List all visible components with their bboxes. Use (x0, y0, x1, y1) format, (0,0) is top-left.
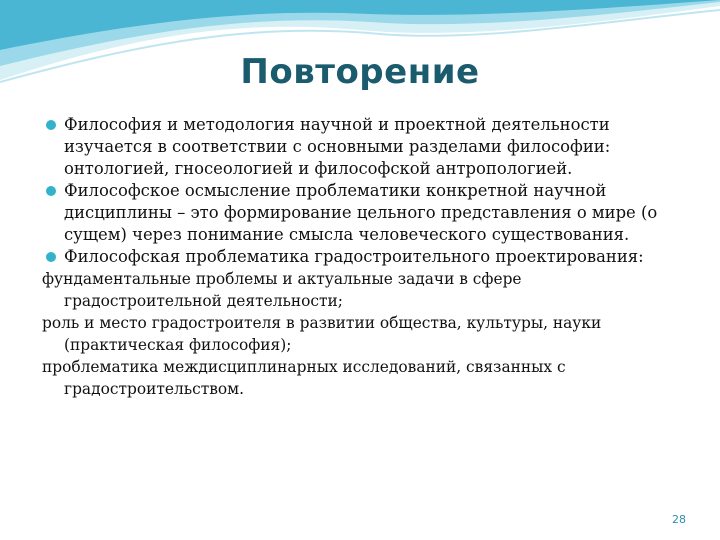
bullet-item (42, 114, 682, 180)
page-number: 28 (672, 513, 686, 526)
bullet-item (42, 180, 682, 246)
sub-item: фундаментальные проблемы и актуальные задачи в сфере градостроительной деятельности; (42, 270, 522, 310)
bullet-text: Философская проблематика градостроительного проектирования: (64, 247, 644, 266)
bullet-dot-icon (46, 252, 56, 262)
sub-item: роль и место градостроителя в развитии общества, культуры, науки (практическая философия); (42, 314, 602, 354)
bullet-item (42, 246, 682, 268)
slide-content (42, 114, 682, 400)
sub-item: проблематика междисциплинарных исследований, связанных с градостроительством. (42, 358, 566, 398)
slide-title: Повторение (240, 52, 480, 92)
bullet-text: Философское осмысление проблематики конкретной научной дисциплины – это формирование цельного представления о мире (о сущем) через понимание смысла человеческого существования. (64, 181, 658, 244)
bullet-dot-icon (46, 120, 56, 130)
bullet-dot-icon (46, 186, 56, 196)
bullet-text: Философия и методология научной и проектной деятельности изучается в соответствии с основными разделами философии: онтологией, гносеологией и философской антропологией. (64, 115, 611, 178)
